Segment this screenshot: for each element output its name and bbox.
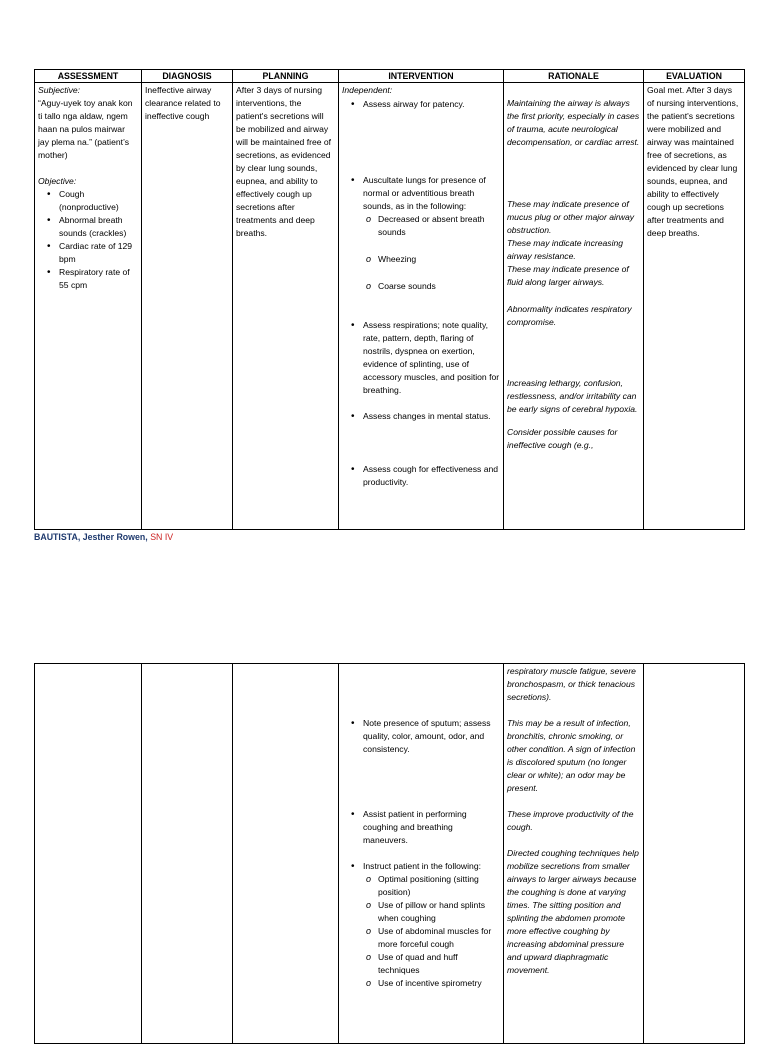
header-diagnosis: DIAGNOSIS bbox=[142, 70, 233, 83]
breath-sound-item: o Wheezing bbox=[378, 253, 500, 266]
rationale-text: Abnormality indicates respiratory compromise. bbox=[507, 304, 632, 327]
instruction-list bbox=[363, 873, 500, 990]
assessment-cell bbox=[35, 83, 142, 530]
rationale-cell-cont bbox=[504, 664, 644, 1044]
intervention-item: • Assess changes in mental status. bbox=[363, 410, 500, 423]
intervention-list-cont bbox=[342, 717, 500, 990]
intervention-item: • Assess respirations; note quality, rate, pattern, depth, flaring of nostrils, dyspnea on exertion, evidence of splinting, use of accessory muscles, and position for breathing. bbox=[363, 319, 500, 397]
breath-sound-item: o Decreased or absent breath sounds bbox=[378, 213, 500, 239]
rationale-text: These may indicate presence of fluid along larger airways. bbox=[507, 264, 629, 287]
breath-sound-item: o Coarse sounds bbox=[378, 280, 500, 293]
intervention-item-text: Auscultate lungs for presence of normal or adventitious breath sounds, as in the following: bbox=[363, 175, 486, 211]
rationale-text: Directed coughing techniques help mobilize secretions from smaller airways to larger airways because the coughing is done at varying times. The sitting position and splinting the abdomen promote more effective coughing by increasing abdominal pressure and upward diaphragmatic movement. bbox=[507, 848, 639, 975]
intervention-item bbox=[363, 860, 500, 990]
evaluation-text: Goal met. After 3 days of nursing interventions, the patient's secretions were mobilized and airway was maintained free of secretions, as evidenced by clear lung sounds, eupnea, and ability to effectively cough up secretions after treatments and deep breaths. bbox=[647, 85, 739, 238]
planning-cell bbox=[233, 83, 339, 530]
rationale-text: These improve productivity of the cough. bbox=[507, 809, 634, 832]
diagnosis-text: Ineffective airway clearance related to ineffective cough bbox=[145, 85, 221, 121]
intervention-list bbox=[342, 98, 500, 489]
objective-item: • Cough (nonproductive) bbox=[59, 188, 138, 214]
objective-list bbox=[38, 188, 138, 292]
objective-label: Objective: bbox=[38, 176, 77, 186]
author-name: BAUTISTA, Jesther Rowen, bbox=[34, 532, 148, 542]
objective-item: • Cardiac rate of 129 bpm bbox=[59, 240, 138, 266]
header-evaluation: EVALUATION bbox=[644, 70, 745, 83]
rationale-text: Consider possible causes for ineffective cough (e.g., bbox=[507, 427, 618, 450]
rationale-text: Maintaining the airway is always the first priority, especially in cases of trauma, acute neurological decompensation, or cardiac arrest. bbox=[507, 98, 640, 147]
rationale-text: These may indicate increasing airway resistance. bbox=[507, 238, 624, 261]
planning-cell-cont bbox=[233, 664, 339, 1044]
intervention-label: Independent: bbox=[342, 85, 393, 95]
diagnosis-cell bbox=[142, 83, 233, 530]
objective-item: • Abnormal breath sounds (crackles) bbox=[59, 214, 138, 240]
instruction-item: o Optimal positioning (sitting position) bbox=[378, 873, 500, 899]
instruction-item: o Use of quad and huff techniques bbox=[378, 951, 500, 977]
rationale-text: respiratory muscle fatigue, severe bronchospasm, or thick tenacious secretions). bbox=[507, 666, 636, 702]
evaluation-cell-cont bbox=[644, 664, 745, 1044]
intervention-item-text: Instruct patient in the following: bbox=[363, 861, 481, 871]
breath-sounds-list bbox=[363, 213, 500, 293]
diagnosis-cell-cont bbox=[142, 664, 233, 1044]
rationale-text: Increasing lethargy, confusion, restlessness, and/or irritability can be early signs of cerebral hypoxia. bbox=[507, 378, 638, 414]
planning-text: After 3 days of nursing interventions, the patient's secretions will be mobilized and airway will be maintained free of secretions, as evidenced by clear lung sounds, eupnea, and ability to effectively cough up secretions after treatments and deep breaths. bbox=[236, 85, 332, 238]
intervention-item: • Note presence of sputum; assess quality, color, amount, odor, and consistency. bbox=[363, 717, 500, 756]
header-intervention: INTERVENTION bbox=[339, 70, 504, 83]
intervention-cell bbox=[339, 83, 504, 530]
intervention-item: • Assist patient in performing coughing and breathing maneuvers. bbox=[363, 808, 500, 847]
intervention-item: • Assess airway for patency. bbox=[363, 98, 500, 111]
header-assessment: ASSESSMENT bbox=[35, 70, 142, 83]
assessment-cell-cont bbox=[35, 664, 142, 1044]
instruction-item: o Use of pillow or hand splints when coughing bbox=[378, 899, 500, 925]
care-plan-table-page-1 bbox=[34, 69, 745, 530]
header-planning: PLANNING bbox=[233, 70, 339, 83]
intervention-item bbox=[363, 174, 500, 293]
subjective-label: Subjective: bbox=[38, 85, 81, 95]
instruction-item: o Use of incentive spirometry bbox=[378, 977, 500, 990]
objective-item: • Respiratory rate of 55 cpm bbox=[59, 266, 138, 292]
rationale-text: These may indicate presence of mucus plug or other major airway obstruction. bbox=[507, 199, 635, 235]
rationale-text: This may be a result of infection, bronchitis, chronic smoking, or other condition. A sign of infection is discolored sputum (no longer clear or white); an odor may be present. bbox=[507, 718, 636, 793]
intervention-cell-cont bbox=[339, 664, 504, 1044]
author-footer bbox=[34, 532, 173, 542]
evaluation-cell bbox=[644, 83, 745, 530]
intervention-item: • Assess cough for effectiveness and productivity. bbox=[363, 463, 500, 489]
instruction-item: o Use of abdominal muscles for more forceful cough bbox=[378, 925, 500, 951]
rationale-cell bbox=[504, 83, 644, 530]
subjective-text: “Aguy-uyek toy anak kon ti tallo nga aldaw, ngem haan na pulos mairwar jay plema na.” (patient’s mother) bbox=[38, 98, 133, 160]
care-plan-table-page-2 bbox=[34, 663, 745, 1044]
header-rationale: RATIONALE bbox=[504, 70, 644, 83]
author-level: SN IV bbox=[150, 532, 174, 542]
